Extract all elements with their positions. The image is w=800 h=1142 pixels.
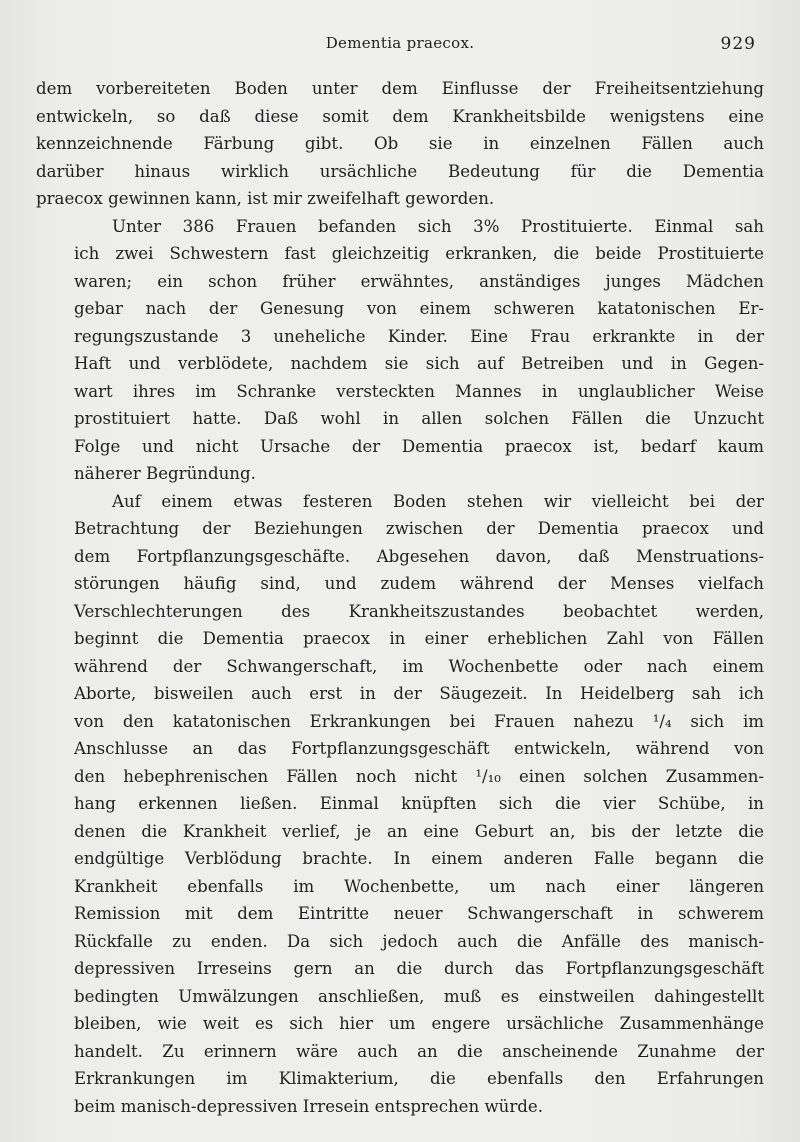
text-line: Folge und nicht Ursache der Dementia praecox ist, bedarf kaum [74,436,764,456]
text-line: kennzeichnende Färbung gibt. Ob sie in einzelnen Fällen auch [36,134,764,153]
text-line: von den katatonischen Erkrankungen bei Frauen nahezu ¹/₄ sich im [74,711,764,731]
text-body [36,75,764,1120]
text-line: den hebephrenischen Fällen noch nicht ¹/₁₀ einen solchen Zusammen- [74,766,764,786]
text-line: endgültige Verblödung brachte. In einem anderen Falle begann die [74,849,764,868]
text-line: wart ihres im Schranke versteckten Mannes in unglaublicher Weise [74,381,764,401]
text-line: waren; ein schon früher erwähntes, anständiges junges Mädchen [74,271,764,291]
text-line: beim manisch-depressiven Irresein entsprechen würde. [74,1096,544,1116]
text-line: Erkrankungen im Klimakterium, die ebenfalls den Erfahrungen [74,1069,764,1088]
paragraph-2 [36,213,764,488]
text-line: näherer Begründung. [74,464,256,483]
text-line: hang erkennen ließen. Einmal knüpften sich die vier Schübe, in [74,794,764,813]
text-line: entwickeln, so daß diese somit dem Krankheitsbilde wenigstens eine [36,106,764,126]
text-line: depressiven Irreseins gern an die durch das Fortpflanzungsgeschäft [74,959,764,978]
running-title: Dementia praecox. [325,34,475,52]
page-number: 929 [720,34,756,54]
text-line: handelt. Zu erinnern wäre auch an die anscheinende Zunahme der [74,1041,764,1061]
paragraph-1 [36,75,764,213]
text-line: ich zwei Schwestern fast gleichzeitig erkranken, die beide Prostituierte [74,244,764,263]
text-line: Verschlechterungen des Krankheitszustandes beobachtet werden, [74,601,764,621]
text-line: praecox gewinnen kann, ist mir zweifelhaft geworden. [36,189,495,208]
text-line: störungen häufig sind, und zudem während der Menses vielfach [74,574,764,593]
running-head [0,34,800,56]
text-line: denen die Krankheit verlief, je an eine Geburt an, bis der letzte die [74,821,764,841]
text-line: während der Schwangerschaft, im Wochenbette oder nach einem [74,656,764,676]
text-line: prostituiert hatte. Daß wohl in allen solchen Fällen die Unzucht [74,409,764,428]
text-line: bleiben, wie weit es sich hier um engere ursächliche Zusammenhänge [74,1014,764,1033]
text-line: Auf einem etwas festeren Boden stehen wir vielleicht bei der [112,491,764,511]
text-line: gebar nach der Genesung von einem schweren katatonischen Er- [74,299,764,318]
text-line: dem Fortpflanzungsgeschäfte. Abgesehen davon, daß Menstruations- [74,546,764,566]
text-line: Haft und verblödete, nachdem sie sich auf Betreiben und in Gegen- [74,354,764,373]
paragraph-3 [36,488,764,1121]
text-line: beginnt die Dementia praecox in einer erheblichen Zahl von Fällen [74,629,764,648]
text-line: bedingten Umwälzungen anschließen, muß es einstweilen dahingestellt [74,986,764,1006]
text-line: Rückfalle zu enden. Da sich jedoch auch die Anfälle des manisch- [74,931,764,951]
text-line: Betrachtung der Beziehungen zwischen der Dementia praecox und [74,519,764,538]
text-line: Aborte, bisweilen auch erst in der Säugezeit. In Heidelberg sah ich [74,684,764,703]
text-line: Unter 386 Frauen befanden sich 3% Prostituierte. Einmal sah [112,216,764,236]
text-line: Krankheit ebenfalls im Wochenbette, um nach einer längeren [74,876,764,896]
text-line: dem vorbereiteten Boden unter dem Einflusse der Freiheitsentziehung [36,79,764,98]
text-line: darüber hinaus wirklich ursächliche Bedeutung für die Dementia [36,161,764,181]
text-line: Remission mit dem Eintritte neuer Schwangerschaft in schwerem [74,904,764,923]
text-line: regungszustande 3 uneheliche Kinder. Eine Frau erkrankte in der [74,326,764,346]
text-line: Anschlusse an das Fortpflanzungsgeschäft entwickeln, während von [74,739,764,758]
